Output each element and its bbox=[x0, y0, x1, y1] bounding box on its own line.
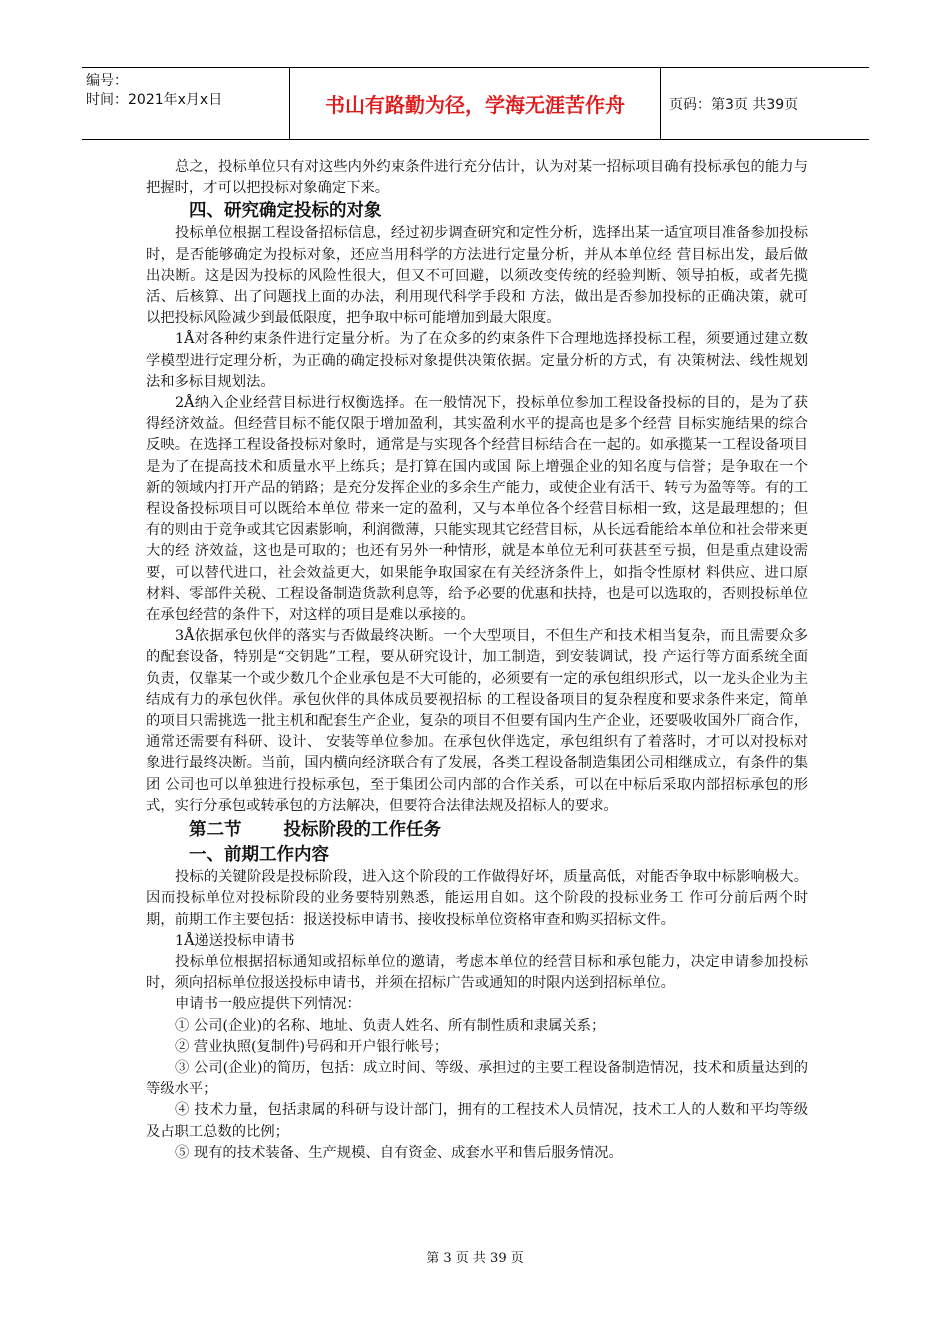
paragraph: 投标单位根据工程设备招标信息，经过初步调查研究和定性分析，选择出某一适宜项目准备参加投标时，是否能够确定为投标对象，还应当用科学的方法进行定量分析，并从本单位经 营目标出发，最后做出决断。这是因为投标的风险性很大，但又不可回避，以须改变传统的经验判断、领导拍板，或者先揽活、后核算、出了问题找上面的办法，利用现代科学手段和 方法，做出是否参加投标的正确决策，就可以把投标风险减少到最低限度，把争取中标可能增加到最大限度。 bbox=[146, 225, 808, 327]
paragraph: 投标单位根据招标通知或招标单位的邀请，考虑本单位的经营目标和承包能力，决定申请参加投标时，须向招标单位报送投标申请书，并须在招标广告或通知的时限内送到招标单位。 bbox=[146, 953, 808, 992]
chapter-number: 第二节 bbox=[189, 820, 242, 841]
section-heading: 四、研究确定投标的对象 bbox=[189, 201, 382, 222]
list-item: ④ 技术力量，包括隶属的科研与设计部门，拥有的工程技术人员情况，技术工人的人数和平均等级及占职工总数的比例； bbox=[146, 1102, 808, 1140]
document-body bbox=[146, 157, 808, 1164]
header-page-info: 页码：第3页 共39页 bbox=[669, 96, 799, 113]
paragraph: 3Å依据承包伙伴的落实与否做最终决断。一个大型项目，不但生产和技术相当复杂，而且需要众多的配套设备，特别是“交钥匙”工程，要从研究设计，加工制造，到安装调试，投 产运行等方面系统全面负责，仅靠某一个或少数几个企业承包是不大可能的，必须要有一定的承包组织形式，以一龙头企业为主结成有力的承包伙伴。承包伙伴的具体成员要视招标 的工程设备项目的复杂程度和要求条件来定，简单的项目只需挑选一批主机和配套生产企业，复杂的项目不但要有国内生产企业，还要吸收国外厂商合作，通常还需要有科研、设计、 安装等单位参加。在承包伙伴选定，承包组织有了着落时，才可以对投标对象进行最终决断。当前，国内横向经济联合有了发展，各类工程设备制造集团公司相继成立，有条件的集团 公司也可以单独进行投标承包，至于集团公司内部的合作关系，可以在中标后采取内部招标承包的形式，实行分承包或转承包的方法解决，但要符合法律法规及招标人的要求。 bbox=[146, 628, 808, 814]
list-item: ① 公司(企业)的名称、地址、负责人姓名、所有制性质和隶属关系； bbox=[175, 1017, 606, 1034]
paragraph: 1Å对各种约束条件进行定量分析。为了在众多的约束条件下合理地选择投标工程，须要通过建立数学模型进行定理分析，为正确的确定投标对象提供决策依据。定量分析的方式，有 决策树法、线性规划法和多标目规划法。 bbox=[146, 331, 808, 390]
chapter-title: 投标阶段的工作任务 bbox=[283, 820, 441, 841]
list-item: ② 营业执照(复制件)号码和开户银行帐号； bbox=[175, 1038, 449, 1055]
document-time-label: 时间：2021年x月x日 bbox=[86, 92, 223, 108]
header-motto: 书山有路勤为径，学海无涯苦作舟 bbox=[290, 68, 661, 139]
header-meta bbox=[82, 68, 290, 139]
list-item: ⑤ 现有的技术装备、生产规模、自有资金、成套水平和售后服务情况。 bbox=[175, 1144, 623, 1161]
document-number-label: 编号： bbox=[86, 73, 128, 89]
section-heading: 一、前期工作内容 bbox=[189, 845, 329, 866]
paragraph: 申请书一般应提供下列情况： bbox=[175, 996, 361, 1013]
paragraph: 总之，投标单位只有对这些内外约束条件进行充分估计，认为对某一招标项目确有投标承包的能力与把握时，才可以把投标对象确定下来。 bbox=[146, 159, 808, 197]
page-footer: 第 3 页 共 39 页 bbox=[426, 1251, 524, 1266]
page-header bbox=[82, 67, 869, 140]
paragraph: 2Å纳入企业经营目标进行权衡选择。在一般情况下，投标单位参加工程设备投标的目的，是为了获得经济效益。但经营目标不能仅限于增加盈利，其实盈利水平的提高也是多个经营 目标实施结果的综合反映。在选择工程设备投标对象时，通常是与实现各个经营目标结合在一起的。如承揽某一工程设备项目是为了在提高技术和质量水平上练兵；是打算在国内或国 际上增强企业的知名度与信誉；是争取在一个新的领域内打开产品的销路；是充分发挥企业的多余生产能力，或使企业有活干、转亏为盈等等。有的工程设备投标项目可以既给本单位 带来一定的盈利，又与本单位各个经营目标相一致，这是最理想的；但有的则由于竞争或其它因素影响，利润微薄，只能实现其它经营目标，从长远看能给本单位和社会带来更大的经 济效益，这也是可取的；也还有另外一种情形，就是本单位无利可获甚至亏损，但是重点建设需要，可以替代进口，社会效益更大，如果能争取国家在有关经济条件上，如指令性原材 料供应、进口原材料、零部件关税、工程设备制造货款利息等，给予必要的优惠和扶持，也是可以选取的，否则投标单位在承包经营的条件下，对这样的项目是难以承接的。 bbox=[146, 395, 808, 624]
paragraph: 1Å递送投标申请书 bbox=[175, 932, 295, 949]
list-item: ③ 公司(企业)的简历，包括：成立时间、等级、承担过的主要工程设备制造情况，技术和质量达到的等级水平； bbox=[146, 1059, 808, 1098]
chapter-heading bbox=[146, 817, 808, 843]
paragraph: 投标的关键阶段是投标阶段，进入这个阶段的工作做得好坏，质量高低，对能否争取中标影响极大。因而投标单位对投标阶段的业务要特别熟悉，能运用自如。这个阶段的投标业务工 作可分前后两个时期，前期工作主要包括：报送投标申请书、接收投标单位资格审查和购买招标文件。 bbox=[146, 869, 808, 928]
